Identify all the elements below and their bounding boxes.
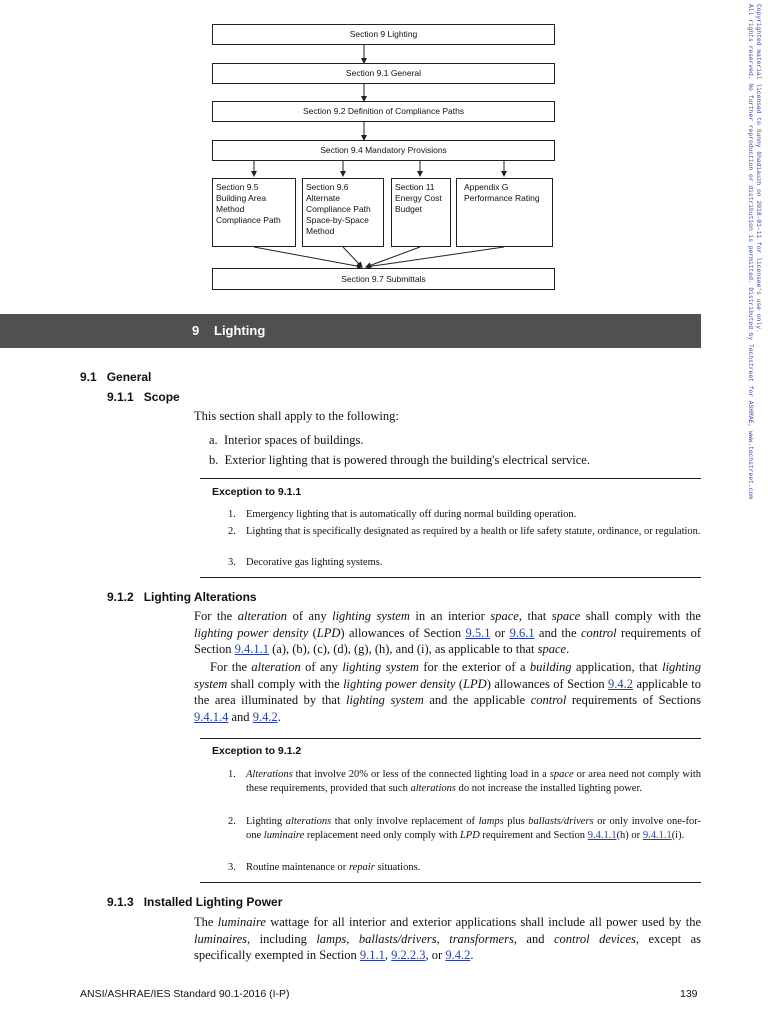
link-9-4-2[interactable]: 9.4.2 <box>608 676 634 691</box>
link-exc-9-4-1-1-i[interactable]: 9.4.1.1 <box>642 830 672 841</box>
exception-9-1-1-title: Exception to 9.1.1 <box>212 486 302 498</box>
heading-9-1-2-title: Lighting Alterations <box>143 590 257 604</box>
flow-box-section-9-1: Section 9.1 General <box>212 63 555 84</box>
exception-9-1-2-item-2: Lighting alterations that only involve replacement of lamps plus ballasts/drivers or only involve one-for-one luminaire replacement need only comply with LPD requirement and Section 9.4.1.1(h) or 9.4.1.1(i). <box>246 816 701 841</box>
footer-page-number: 139 <box>680 988 698 1000</box>
installed-power-paragraph: The luminaire wattage for all interior and exterior applications shall include all power used by the luminaires, including lamps, ballasts/drivers, transformers, and control devices, except as specifically exempted in Section 9.1.1, 9.2.2.3, or 9.4.2. <box>194 915 701 963</box>
link-9-4-2-b[interactable]: 9.4.2 <box>252 709 278 724</box>
exception-9-1-2-title: Exception to 9.1.2 <box>212 745 302 757</box>
exception-9-1-1-bottom-rule <box>200 577 701 578</box>
exception-9-1-2-item-1: Alterations that involve 20% or less of the connected lighting load in a space or area need not comply with these requirements, provided that such alterations do not increase the installed lighting power. <box>246 769 701 794</box>
link-9-4-1-1[interactable]: 9.4.1.1 <box>234 642 269 657</box>
flow-box-section-9-4: Section 9.4 Mandatory Provisions <box>212 140 555 161</box>
exception-9-1-2-item-3: Routine maintenance or repair situations. <box>246 862 421 873</box>
link-exc-9-4-1-1-h[interactable]: 9.4.1.1 <box>587 830 617 841</box>
scope-item-a-marker: a. <box>209 433 218 447</box>
exception-9-1-1-item-1: Emergency lighting that is automatically off during normal building operation. <box>246 509 577 520</box>
heading-9-1-number: 9.1 <box>80 370 97 384</box>
flow-box-section-11: Section 11 Energy Cost Budget <box>391 178 451 247</box>
heading-9-1-2-number: 9.1.2 <box>107 590 134 604</box>
link-9-4-2-c[interactable]: 9.4.2 <box>445 948 471 963</box>
exception-9-1-2-top-rule <box>200 738 701 739</box>
alterations-paragraph-1: For the alteration of any lighting system in an interior space, that space shall comply with the lighting power density (LPD) allowances of Section 9.5.1 or 9.6.1 and the control requirements of Section 9.4.1.1 (a), (b), (c), (d), (g), (h), and (i), as applicable to that space. <box>194 609 701 657</box>
chapter-number: 9 <box>192 323 200 338</box>
copyright-sidebar <box>744 4 762 524</box>
exception-9-1-1-item-3: Decorative gas lighting systems. <box>246 557 383 568</box>
alterations-paragraph-2: For the alteration of any lighting system for the exterior of a building application, that lighting system shall comply with the lighting power density (LPD) allowances of Section 9.4.2 applicable to the area illuminated by that lighting system and the applicable control requirements of Sections 9.4.1.4 and 9.4.2. <box>194 660 702 724</box>
flow-box-section-9-2: Section 9.2 Definition of Compliance Paths <box>212 101 555 122</box>
exception-9-1-2-item-3-marker: 3. <box>228 862 236 873</box>
flow-box-section-9-7: Section 9.7 Submittals <box>212 268 555 290</box>
flow-box-section-9-5: Section 9.5 Building Area Method Compliance Path <box>212 178 296 247</box>
flow-box-appendix-g: Appendix G Performance Rating <box>456 178 553 247</box>
exception-9-1-1-top-rule <box>200 478 701 479</box>
chapter-banner <box>0 314 701 348</box>
heading-9-1-3 <box>107 895 282 909</box>
exception-9-1-1-item-1-marker: 1. <box>228 509 236 520</box>
exception-9-1-1-item-3-marker: 3. <box>228 557 236 568</box>
scope-intro: This section shall apply to the following: <box>194 409 399 423</box>
link-9-6-1[interactable]: 9.6.1 <box>509 625 535 640</box>
footer-standard: ANSI/ASHRAE/IES Standard 90.1-2016 (I-P) <box>80 988 290 1000</box>
scope-item-b <box>209 452 590 469</box>
exception-9-1-2-bottom-rule <box>200 882 701 883</box>
heading-9-1-title: General <box>106 370 152 384</box>
link-9-2-2-3[interactable]: 9.2.2.3 <box>391 948 426 963</box>
chapter-title: Lighting <box>214 323 266 338</box>
heading-9-1-1 <box>107 390 180 404</box>
exception-9-1-1-item-2: Lighting that is specifically designated as required by a health or life safety statute, ordinance, or regulation. <box>246 526 701 537</box>
heading-9-1-3-number: 9.1.3 <box>107 895 134 909</box>
flow-box-section-9-6: Section 9.6 Alternate Compliance Path Space-by-Space Method <box>302 178 384 247</box>
flow-box-section-9: Section 9 Lighting <box>212 24 555 45</box>
scope-item-a <box>209 432 364 449</box>
heading-9-1-2 <box>107 590 257 604</box>
link-9-1-1[interactable]: 9.1.1 <box>359 948 385 963</box>
heading-9-1-1-title: Scope <box>143 390 180 404</box>
copyright-line-2: All rights reserved. No further reproduction or distribution is permitted. Distributed by Techstreet for ASHRAE, www.techstreet.com <box>747 4 754 500</box>
scope-item-b-text: Exterior lighting that is powered through the building's electrical service. <box>224 453 590 467</box>
heading-9-1-3-title: Installed Lighting Power <box>143 895 283 909</box>
scope-item-b-marker: b. <box>209 453 219 467</box>
heading-9-1-1-number: 9.1.1 <box>107 390 134 404</box>
link-9-4-1-4[interactable]: 9.4.1.4 <box>194 709 229 724</box>
exception-9-1-1-item-2-marker: 2. <box>228 526 236 537</box>
link-9-5-1[interactable]: 9.5.1 <box>465 625 491 640</box>
heading-9-1 <box>80 370 151 384</box>
exception-9-1-2-item-2-marker: 2. <box>228 816 236 827</box>
copyright-line-1: Copyrighted material licensed to Sunny Ghadiauzh on 2018-01-11 for licensee's use only. <box>755 4 762 333</box>
scope-item-a-text: Interior spaces of buildings. <box>223 433 364 447</box>
exception-9-1-2-item-1-marker: 1. <box>228 769 236 780</box>
